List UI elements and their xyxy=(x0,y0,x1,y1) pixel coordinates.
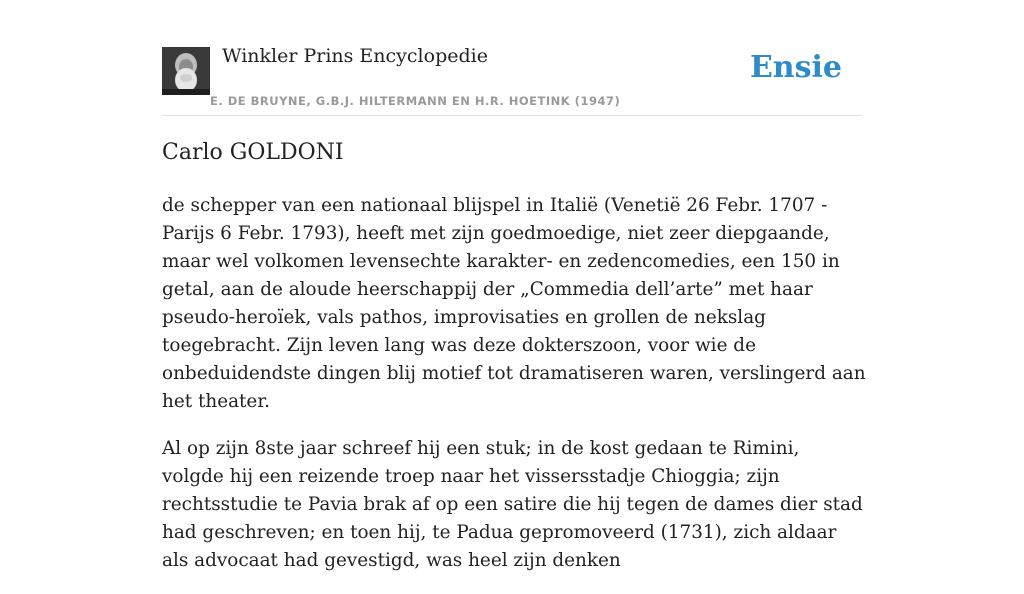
entry-title: Carlo GOLDONI xyxy=(162,140,344,165)
source-avatar xyxy=(162,47,210,95)
source-title[interactable]: Winkler Prins Encyclopedie xyxy=(222,45,488,67)
entry-body xyxy=(162,192,866,594)
content-container xyxy=(162,0,866,571)
source-authors: E. DE BRUYNE, G.B.J. HILTERMANN EN H.R. HOETINK (1947) xyxy=(210,94,621,108)
paragraph: de schepper van een nationaal blijspel in Italië (Venetië 26 Febr. 1707 - Parijs 6 Febr. 1793), heeft met zijn goedmoedige, niet zeer diepgaande, maar wel volkomen levensechte karakter- en zedencomedies, een 150 in getal, aan de aloude heerschappij der „Commedia dell’arte” met haar pseudo-heroïek, vals pathos, improvisaties en grollen de nekslag toegebracht. Zijn leven lang was deze dokterszoon, voor wie de onbeduidendste dingen blij motief tot dramatiseren waren, verslingerd aan het theater. xyxy=(162,195,866,412)
source-header xyxy=(162,0,862,116)
portrait-icon xyxy=(162,47,210,95)
ensie-logo-link[interactable]: Ensie xyxy=(749,50,842,85)
paragraph: Al op zijn 8ste jaar schreef hij een stuk; in de kost gedaan te Rimini, volgde hij een reizende troep naar het vissersstadje Chioggia; zijn rechtsstudie te Pavia brak af op een satire die hij tegen de dames dier stad had geschreven; en toen hij, te Padua gepromoveerd (1731), zich aldaar als advocaat had gevestigd, was heel zijn denken xyxy=(162,438,863,571)
